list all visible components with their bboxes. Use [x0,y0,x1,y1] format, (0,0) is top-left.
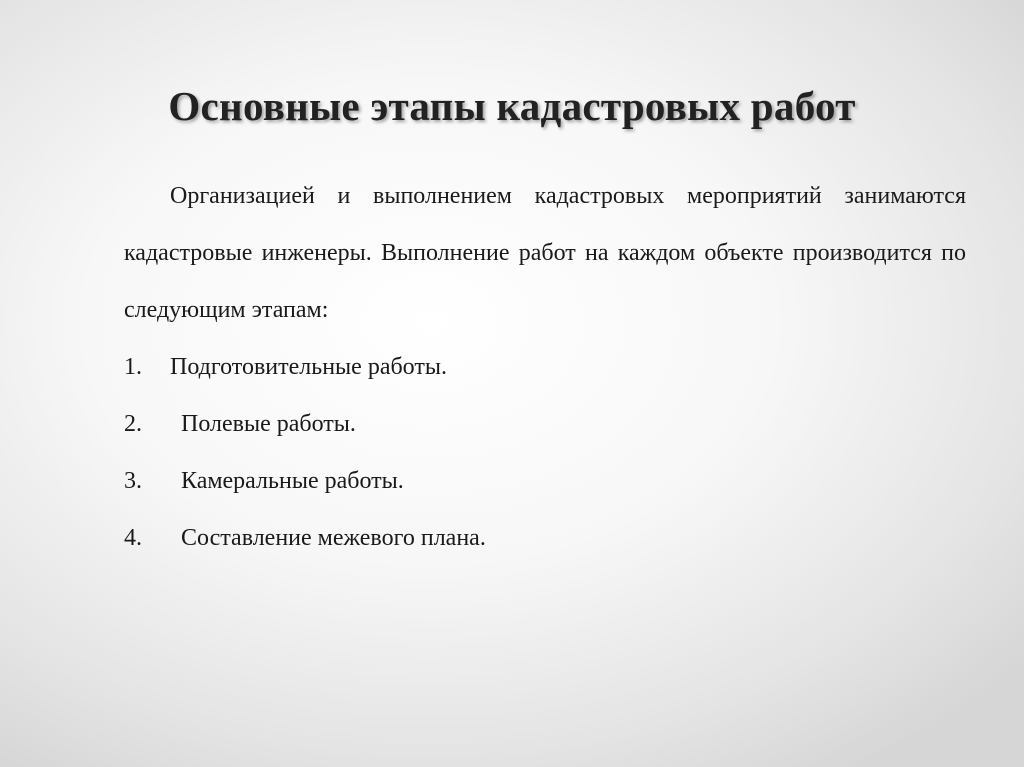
list-item-number: 3. [124,468,142,494]
list-item-number: 1. [124,354,142,380]
list-item-text: Подготовительные работы. [170,354,447,380]
list-item-text: Камеральные работы. [181,468,404,494]
paragraph-text: Организацией и выполнением кадастровых мероприятий занимаются кадастровые инженеры. Выполнение работ на каждом объекте производится по следующим этапам: [124,183,966,323]
list-item [124,510,966,567]
intro-paragraph [124,168,966,339]
slide-title: Основные этапы кадастровых работ [168,83,856,129]
list-item-number: 2. [124,411,142,437]
slide-body [124,168,966,567]
stages-list [124,339,966,567]
list-item [124,396,966,453]
list-item-text: Полевые работы. [181,411,356,437]
list-item [124,339,966,396]
list-item-number: 4. [124,525,142,551]
list-item-text: Составление межевого плана. [181,525,486,551]
list-item [124,453,966,510]
